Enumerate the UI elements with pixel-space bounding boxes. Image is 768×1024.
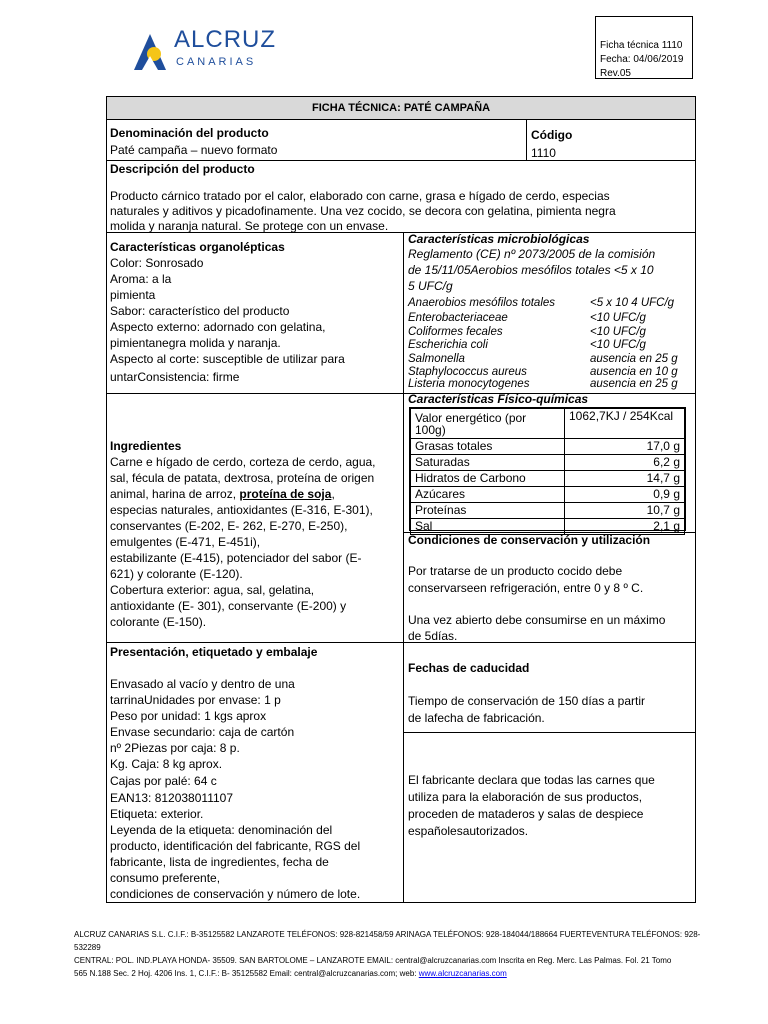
fecha: Fecha: 04/06/2019 <box>600 54 684 65</box>
conservacion-label: Condiciones de conservación y utilización <box>408 533 651 547</box>
organolepticas-line: Aspecto al corte: susceptible de utilizar para <box>110 352 345 366</box>
micro-name: Listeria monocytogenes <box>408 378 530 390</box>
fabricante-line: proceden de mataderos y salas de despiece <box>408 807 644 821</box>
nutrition-row <box>411 455 685 471</box>
presentacion-line: Etiqueta: exterior. <box>110 807 204 821</box>
fabricante-line: utiliza para la elaboración de sus productos, <box>408 790 643 804</box>
ingredientes-line <box>110 486 335 502</box>
conservacion-line: conservarseen refrigeración, entre 0 y 8 º C. <box>408 581 644 595</box>
ingredientes-line: especias naturales, antioxidantes (E-316, E-301), <box>110 503 373 517</box>
nutrition-table <box>409 407 686 531</box>
ingredientes-line: 621) y colorante (E-120). <box>110 567 243 581</box>
nutrient-name: Sal <box>411 519 565 535</box>
nutrient-name: Proteínas <box>411 503 565 519</box>
nutrition-row <box>411 471 685 487</box>
revision: Rev.05 <box>600 68 631 79</box>
conservacion-line: de 5días. <box>408 629 458 643</box>
nutrition-row <box>411 503 685 519</box>
micro-value: ausencia en 25 g <box>590 378 678 390</box>
presentacion-line: condiciones de conservación y número de lote. <box>110 887 361 901</box>
presentacion-line: consumo preferente, <box>110 871 221 885</box>
fisico-label: Características Físico-químicas <box>408 392 589 406</box>
presentacion-line: EAN13: 812038011107 <box>110 791 233 805</box>
nutrition-row <box>411 487 685 503</box>
presentacion-line: nº 2Piezas por caja: 8 p. <box>110 741 240 755</box>
descripcion-text: molida y naranja natural. Se protege con un envase. <box>110 219 389 233</box>
micro-value: <10 UFC/g <box>590 326 646 338</box>
organolepticas-line: Aspecto externo: adornado con gelatina, <box>110 320 326 334</box>
presentacion-line: producto, identificación del fabricante, RGS del <box>110 839 361 853</box>
footer-text: 565 N.188 Sec. 2 Hoj. 4206 Ins. 1, C.I.F.: B- 35125582 Email: central@alcruzcanarias.com; web: <box>74 969 419 978</box>
nutrient-value: 17,0 g <box>565 439 685 455</box>
ingredientes-line: colorante (E-150). <box>110 615 207 629</box>
codigo-label: Código <box>531 128 573 142</box>
nutrient-name: Saturadas <box>411 455 565 471</box>
micro-value: <10 UFC/g <box>590 339 646 351</box>
presentacion-line: Leyenda de la etiqueta: denominación del <box>110 823 333 837</box>
ingredientes-line: sal, fécula de patata, dextrosa, proteína de origen <box>110 471 375 485</box>
micro-name: Enterobacteriaceae <box>408 312 508 324</box>
ficha-number: Ficha técnica 1110 <box>600 40 683 51</box>
presentacion-line: tarrinaUnidades por envase: 1 p <box>110 693 281 707</box>
organolepticas-line: pimientanegra molida y naranja. <box>110 336 281 350</box>
divider <box>403 232 404 903</box>
ingredientes-text: animal, harina de arroz, <box>110 487 240 501</box>
footer-line <box>74 967 704 980</box>
nutrient-value: 10,7 g <box>565 503 685 519</box>
website-link[interactable]: www.alcruzcanarias.com <box>418 969 507 978</box>
brand-name: ALCRUZ <box>174 26 277 53</box>
reglamento-text: 5 UFC/g <box>408 279 453 293</box>
nutrition-row <box>411 409 685 439</box>
caducidad-label: Fechas de caducidad <box>408 661 530 675</box>
nutrient-name: Hidratos de Carbono <box>411 471 565 487</box>
presentacion-line: Kg. Caja: 8 kg aprox. <box>110 757 223 771</box>
divider <box>403 732 696 733</box>
conservacion-line: Por tratarse de un producto cocido debe <box>408 564 623 578</box>
nutrient-value: 0,9 g <box>565 487 685 503</box>
denominacion-value: Paté campaña – nuevo formato <box>110 143 278 157</box>
micro-value: <10 UFC/g <box>590 312 646 324</box>
nutrition-row <box>411 439 685 455</box>
ingredientes-text: , <box>331 487 335 501</box>
caducidad-line: Tiempo de conservación de 150 días a partir <box>408 694 646 708</box>
nutrient-value: 1062,7KJ / 254Kcal <box>565 409 685 439</box>
footer-line: ALCRUZ CANARIAS S.L. C.I.F.: B-35125582 LANZAROTE TELÉFONOS: 928-821458/59 ARINAGA TELÉFONOS: 928-184044/188664 FUERTEVENTURA TELÉFONOS: 928- 532289 <box>74 930 701 952</box>
micro-name: Anaerobios mesófilos totales <box>408 297 556 309</box>
nutrient-name: Grasas totales <box>411 439 565 455</box>
micro-name: Salmonella <box>408 353 465 365</box>
nutrient-value: 6,2 g <box>565 455 685 471</box>
brand-sub: CANARIAS <box>176 56 257 68</box>
footer-line: CENTRAL: POL. IND.PLAYA HONDA- 35509. SAN BARTOLOME – LANZAROTE EMAIL: central@alcruzcanarias.com Inscrita en Reg. Merc. Las Palmas. Fol. 21 Tomo <box>74 956 672 965</box>
allergen-soja: proteína de soja <box>239 487 332 501</box>
ingredientes-line: antioxidante (E- 301), conservante (E-200) y <box>110 599 347 613</box>
ingredientes-line: emulgentes (E-471, E-451i), <box>110 535 261 549</box>
micro-value: <5 x 10 4 UFC/g <box>590 297 675 309</box>
presentacion-line: Envase secundario: caja de cartón <box>110 725 295 739</box>
nutrient-name: Valor energético (por 100g) <box>411 409 565 439</box>
nutrient-value: 2,1 g <box>565 519 685 535</box>
micro-value: ausencia en 25 g <box>590 353 678 365</box>
conservacion-line: Una vez abierto debe consumirse en un máximo <box>408 613 666 627</box>
reglamento-text: de 15/11/05Aerobios mesófilos totales <5 x 10 <box>408 263 654 277</box>
micro-value: ausencia en 10 g <box>590 366 678 378</box>
micro-name: Coliformes fecales <box>408 326 503 338</box>
document-meta-box <box>595 16 693 79</box>
presentacion-line: fabricante, lista de ingredientes, fecha de <box>110 855 329 869</box>
nutrient-value: 14,7 g <box>565 471 685 487</box>
organolepticas-line: Color: Sonrosado <box>110 256 204 270</box>
ingredientes-line: estabilizante (E-415), potenciador del sabor (E- <box>110 551 362 565</box>
ingredientes-label: Ingredientes <box>110 439 182 453</box>
organolepticas-line: Sabor: característico del producto <box>110 304 290 318</box>
organolepticas-label: Características organolépticas <box>110 240 285 254</box>
microbiologicas-label: Características microbiológicas <box>408 232 590 246</box>
descripcion-text: Producto cárnico tratado por el calor, elaborado con carne, grasa e hígado de cerdo, especias <box>110 189 610 203</box>
descripcion-text: naturales y aditivos y picadofinamente. Una vez cocido, se decora con gelatina, pimienta negra <box>110 204 616 218</box>
presentacion-line: Envasado al vacío y dentro de una <box>110 677 295 691</box>
ingredientes-line: Carne e hígado de cerdo, corteza de cerdo, agua, <box>110 455 376 469</box>
company-logo <box>130 26 310 76</box>
reglamento-text: Reglamento (CE) nº 2073/2005 de la comisión <box>408 247 656 261</box>
micro-name: Escherichia coli <box>408 339 488 351</box>
codigo-value: 1110 <box>531 146 556 160</box>
organolepticas-line: pimienta <box>110 288 156 302</box>
nutrient-name: Azúcares <box>411 487 565 503</box>
organolepticas-line: untarConsistencia: firme <box>110 370 240 384</box>
descripcion-label: Descripción del producto <box>110 162 255 176</box>
presentacion-label: Presentación, etiquetado y embalaje <box>110 645 318 659</box>
ingredientes-line: conservantes (E-202, E- 262, E-270, E-250), <box>110 519 348 533</box>
divider <box>106 393 696 394</box>
logo-icon <box>130 30 174 74</box>
document-title: FICHA TÉCNICA: PATÉ CAMPAÑA <box>106 96 696 120</box>
divider <box>526 120 527 160</box>
divider <box>106 642 696 643</box>
organolepticas-line: Aroma: a la <box>110 272 172 286</box>
denominacion-label: Denominación del producto <box>110 126 269 140</box>
fabricante-line: El fabricante declara que todas las carnes que <box>408 773 655 787</box>
presentacion-line: Cajas por palé: 64 c <box>110 774 217 788</box>
fabricante-line: españolesautorizados. <box>408 824 529 838</box>
ingredientes-line: Cobertura exterior: agua, sal, gelatina, <box>110 583 315 597</box>
footer <box>74 928 704 980</box>
presentacion-line: Peso por unidad: 1 kgs aprox <box>110 709 267 723</box>
caducidad-line: de lafecha de fabricación. <box>408 711 545 725</box>
micro-name: Staphylococcus aureus <box>408 366 527 378</box>
